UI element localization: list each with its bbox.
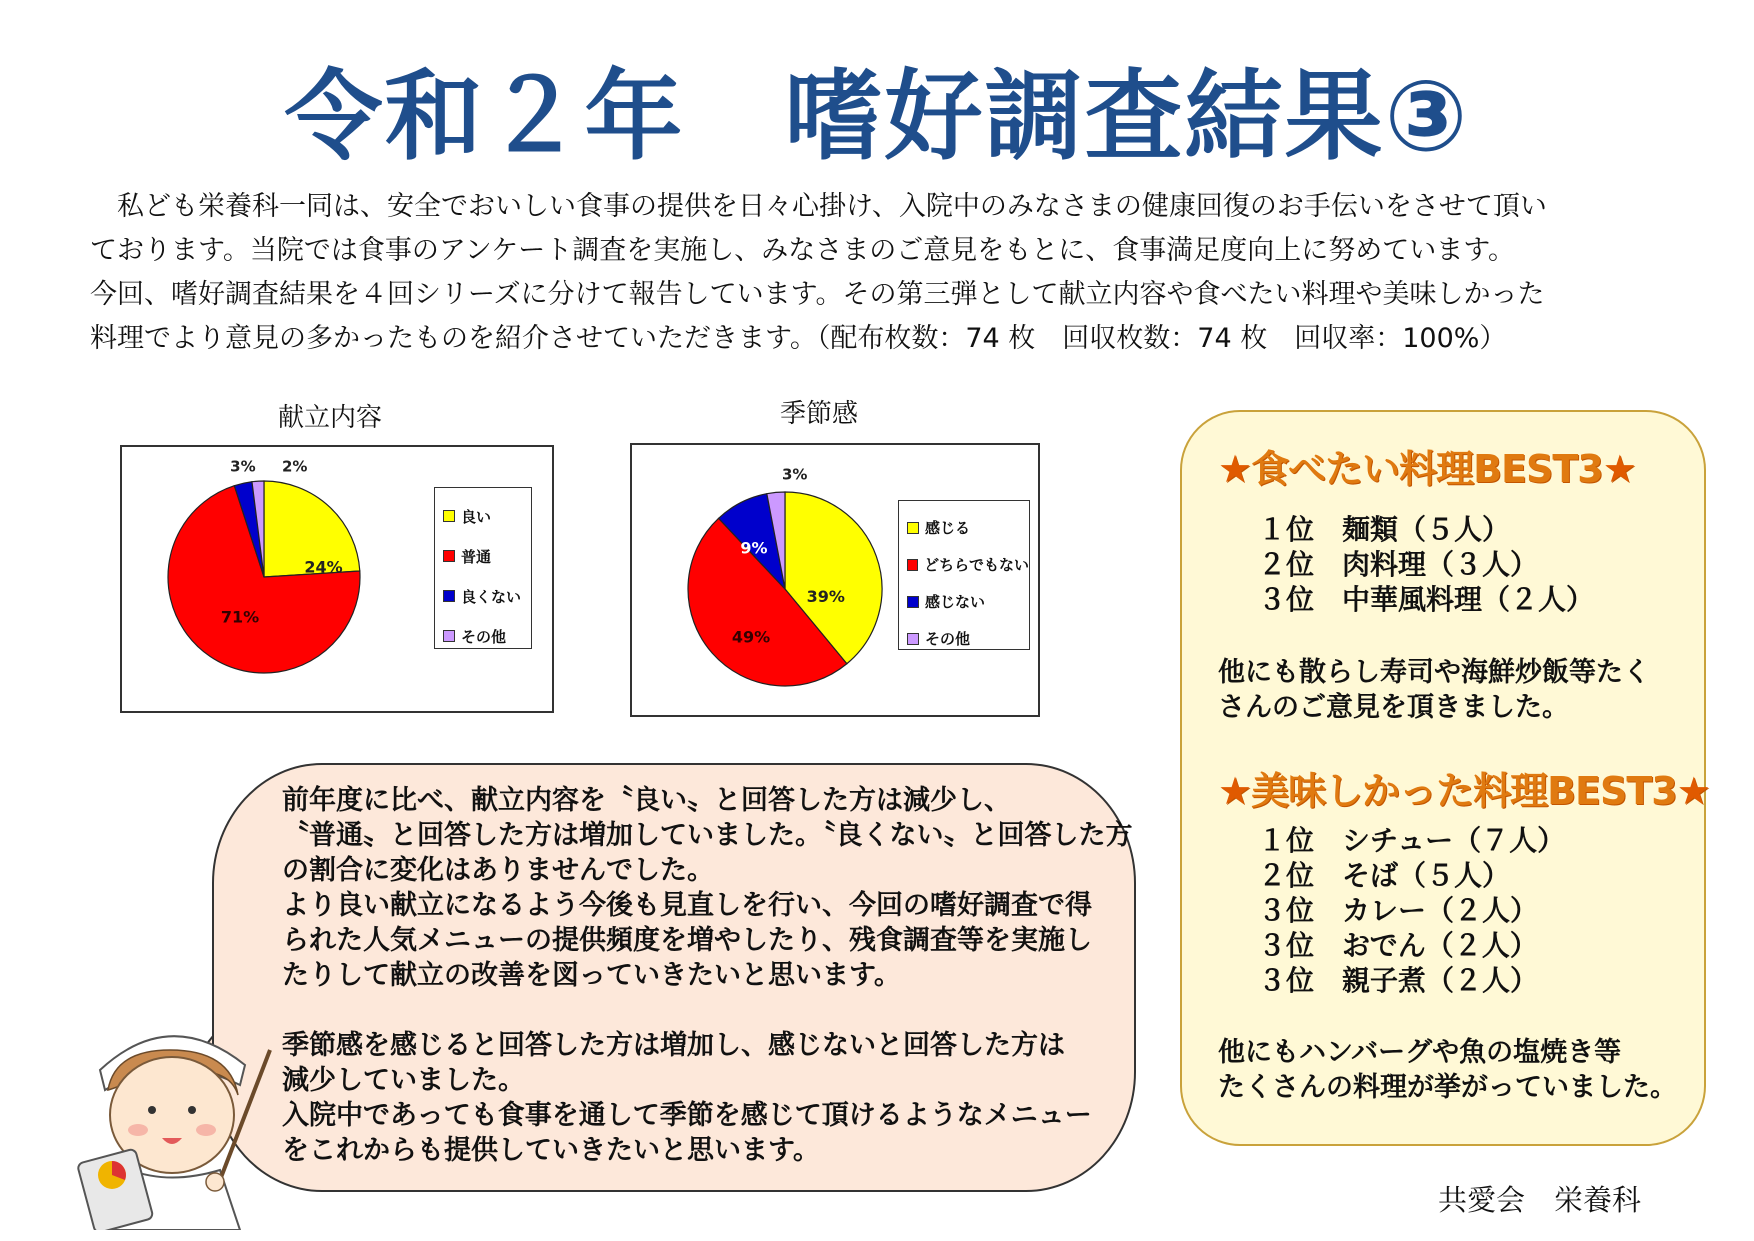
- legend-item: [443, 536, 531, 576]
- legend-season: [898, 500, 1030, 650]
- comment-line: の割合に変化はありませんでした。: [282, 855, 714, 886]
- chef-illustration-icon: [70, 1010, 290, 1230]
- legend-label: 良い: [461, 507, 492, 526]
- best-eat-list: [1258, 512, 1594, 617]
- legend-swatch: [443, 630, 455, 642]
- comment-line: たりして献立の改善を図っていきたいと思います。: [282, 960, 901, 991]
- comment-line: をこれからも提供していきたいと思います。: [282, 1135, 820, 1166]
- comment-line: 減少していました。: [282, 1065, 525, 1096]
- legend-swatch: [907, 633, 919, 645]
- comment-line: 入院中であっても食事を通して季節を感じて頂けるようなメニュー: [282, 1100, 1092, 1131]
- legend-swatch: [443, 550, 455, 562]
- legend-item: [443, 616, 531, 656]
- pie-data-label: 39%: [806, 586, 845, 606]
- comment-line: られた人気メニューの提供頻度を増やしたり、残食調査等を実施し: [282, 925, 1092, 956]
- pie-chart-season: [630, 443, 1040, 717]
- legend-swatch: [443, 590, 455, 602]
- list-item: １位 シチュー（７人）: [1258, 824, 1566, 857]
- legend-item: [907, 620, 1029, 657]
- comment-line: 〝普通〟と回答した方は増加していました。〝良くない〟と回答した方: [282, 820, 1133, 851]
- legend-label: その他: [461, 627, 507, 646]
- intro-text: [90, 185, 1690, 361]
- legend-label: その他: [925, 630, 971, 648]
- legend-item: [907, 583, 1029, 620]
- intro-line: 料理でより意見の多かったものを紹介させていただきます。（配布枚数：74 枚 回収枚数：74 枚 回収率：100%）: [90, 323, 1507, 354]
- star-icon: ★: [1218, 447, 1252, 491]
- legend-item: [907, 509, 1029, 546]
- pie-chart-menu: [120, 445, 554, 713]
- best-tasty-note: 他にもハンバーグや魚の塩焼き等 たくさんの料理が挙がっていました。: [1218, 1037, 1677, 1103]
- pie-data-label: 9%: [740, 538, 768, 558]
- pie-data-label: 3%: [781, 465, 808, 484]
- legend-label: 感じる: [925, 519, 971, 537]
- pie-data-label: 2%: [281, 457, 308, 476]
- legend-label: どちらでもない: [924, 556, 1029, 574]
- best-tasty-title-text: 美味しかった料理BEST3: [1251, 769, 1677, 813]
- list-item: ２位 そば（５人）: [1258, 859, 1511, 892]
- list-item: ３位 親子煮（２人）: [1258, 964, 1539, 997]
- best-tasty-title: [1218, 760, 1710, 815]
- legend-menu: [434, 487, 532, 649]
- legend-swatch: [443, 510, 455, 522]
- list-item: ３位 おでん（２人）: [1258, 929, 1538, 962]
- legend-item: [907, 546, 1029, 583]
- legend-label: 普通: [461, 547, 492, 566]
- star-icon: ★: [1676, 769, 1710, 813]
- list-item: １位 麺類（５人）: [1258, 513, 1511, 546]
- page-title: 令和２年 嗜好調査結果③: [284, 60, 1470, 174]
- list-item: ２位 肉料理（３人）: [1258, 548, 1539, 581]
- best-tasty-list: [1258, 823, 1565, 998]
- legend-item: [443, 496, 531, 536]
- comment-line: 季節感を感じると回答した方は増加し、感じないと回答した方は: [282, 1030, 1065, 1061]
- list-item: ３位 カレー（２人）: [1258, 894, 1539, 927]
- legend-swatch: [907, 596, 919, 608]
- best-eat-note: 他にも散らし寿司や海鮮炒飯等たく さんのご意見を頂きました。: [1218, 657, 1650, 723]
- chart-title-menu: 献立内容: [278, 403, 383, 433]
- star-icon: ★: [1602, 447, 1636, 491]
- best-eat-title-text: 食べたい料理BEST3: [1251, 447, 1603, 491]
- comment-text: [282, 783, 1133, 1168]
- list-item: ３位 中華風料理（２人）: [1258, 583, 1595, 616]
- legend-label: 良くない: [461, 587, 522, 606]
- star-icon: ★: [1218, 769, 1252, 813]
- intro-line: 私ども栄養科一同は、安全でおいしい食事の提供を日々心掛け、入院中のみなさまの健康回復のお手伝いをさせて頂い: [90, 191, 1547, 222]
- comment-line: 前年度に比べ、献立内容を〝良い〟と回答した方は減少し、: [282, 785, 1011, 816]
- pie-data-label: 71%: [220, 607, 260, 627]
- footer-org: 共愛会 栄養科: [1438, 1183, 1642, 1217]
- pie-data-label: 3%: [230, 457, 256, 476]
- best-eat-title: [1218, 438, 1636, 493]
- intro-line: 今回、嗜好調査結果を４回シリーズに分けて報告しています。その第三弾として献立内容や食べたい料理や美味しかった: [90, 279, 1545, 310]
- comment-line: より良い献立になるよう今後も見直しを行い、今回の嗜好調査で得: [282, 890, 1092, 921]
- chart-title-season: 季節感: [780, 399, 859, 429]
- legend-label: 感じない: [925, 593, 986, 611]
- intro-line: ております。当院では食事のアンケート調査を実施し、みなさまのご意見をもとに、食事満足度向上に努めています。: [90, 235, 1516, 266]
- pie-data-label: 24%: [304, 557, 343, 577]
- legend-item: [443, 576, 531, 616]
- legend-swatch: [907, 522, 919, 534]
- legend-swatch: [907, 559, 918, 571]
- pie-data-label: 49%: [731, 627, 771, 647]
